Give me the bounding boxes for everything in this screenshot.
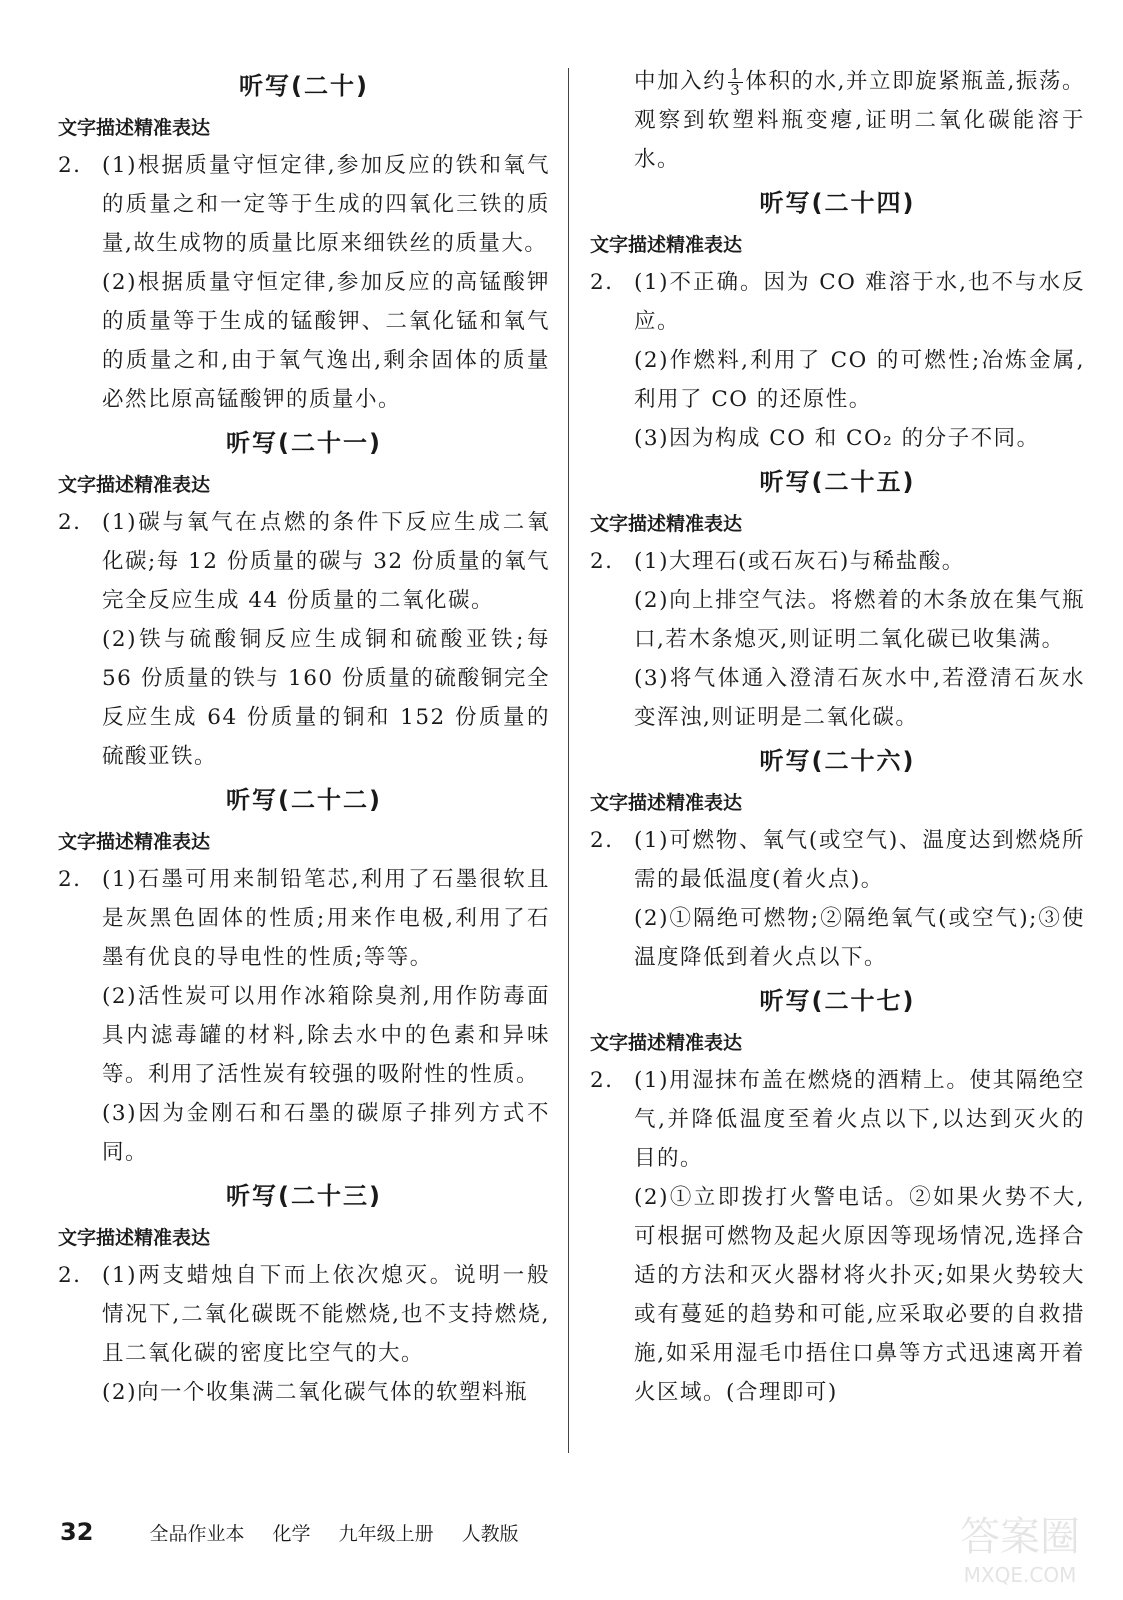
- section-subtitle: 文字描述精准表达: [590, 1032, 743, 1054]
- item-number: 2.: [58, 510, 82, 535]
- answer-paragraph: [58, 620, 550, 776]
- section-title: 听写(二十二): [226, 786, 382, 814]
- answer-text: (1)根据质量守恒定律,参加反应的铁和氧气的质量之和一定等于生成的四氧化三铁的质量,故生成物的质量比原来细铁丝的质量大。: [102, 153, 550, 256]
- item-number: 2.: [590, 270, 614, 295]
- book-title: 全品作业本: [149, 1523, 245, 1545]
- section-subtitle: 文字描述精准表达: [58, 117, 211, 139]
- section-subtitle: 文字描述精准表达: [58, 831, 211, 853]
- section-title: 听写(二十四): [759, 189, 916, 217]
- column-divider: [568, 68, 569, 1453]
- answer-text: (1)两支蜡烛自下而上依次熄灭。说明一般情况下,二氧化碳既不能燃烧,也不支持燃烧,且二氧化碳的密度比空气的大。: [102, 1263, 550, 1366]
- answer-text: (2)①隔绝可燃物;②隔绝氧气(或空气);③使温度降低到着火点以下。: [634, 906, 1085, 970]
- watermark-text: 答案圈: [960, 1514, 1080, 1560]
- item-number: 2.: [58, 1263, 82, 1288]
- answer-text: (3)将气体通入澄清石灰水中,若澄清石灰水变浑浊,则证明是二氧化碳。: [634, 666, 1085, 730]
- answer-paragraph: [58, 977, 550, 1094]
- section-title: 听写(二十五): [759, 468, 916, 496]
- section-title: 听写(二十三): [226, 1182, 382, 1210]
- item-number: 2.: [58, 153, 82, 178]
- answer-paragraph: [590, 659, 1085, 737]
- answer-paragraph: [58, 860, 550, 977]
- answer-text: (1)可燃物、氧气(或空气)、温度达到燃烧所需的最低温度(着火点)。: [634, 828, 1085, 892]
- section-title: 听写(二十七): [759, 987, 916, 1015]
- answer-text: (2)根据质量守恒定律,参加反应的高锰酸钾的质量等于生成的锰酸钾、二氧化锰和氧气的质量之和,由于氧气逸出,剩余固体的质量必然比原高锰酸钾的质量小。: [102, 270, 550, 412]
- item-number: 2.: [590, 1068, 614, 1093]
- answer-paragraph: [590, 821, 1085, 899]
- answer-text: (2)向上排空气法。将燃着的木条放在集气瓶口,若木条熄灭,则证明二氧化碳已收集满。: [634, 588, 1085, 652]
- answer-paragraph: [58, 1373, 550, 1412]
- answer-paragraph: [58, 263, 550, 419]
- answer-text: (2)铁与硫酸铜反应生成铜和硫酸亚铁;每 56 份质量的铁与 160 份质量的硫酸铜完全反应生成 64 份质量的铜和 152 份质量的硫酸亚铁。: [102, 627, 550, 769]
- answer-text: (2)活性炭可以用作冰箱除臭剂,用作防毒面具内滤毒罐的材料,除去水中的色素和异味等。利用了活性炭有较强的吸附性的性质。: [102, 984, 550, 1087]
- answer-text: (3)因为金刚石和石墨的碳原子排列方式不同。: [102, 1101, 550, 1165]
- answer-text: (2)①立即拨打火警电话。②如果火势不大,可根据可燃物及起火原因等现场情况,选择合适的方法和灭火器材将火扑灭;如果火势较大或有蔓延的趋势和可能,应采取必要的自救措施,如采用湿毛巾捂住口鼻等方式迅速离开着火区域。(合理即可): [634, 1185, 1085, 1405]
- answer-text: 体积的水,并立即旋紧瓶盖,振荡。观察到软塑料瓶变瘪,证明二氧化碳能溶于水。: [634, 69, 1085, 172]
- fraction-numerator: 1: [730, 64, 742, 83]
- page-number: 32: [60, 1518, 94, 1546]
- answer-text: (3)因为构成 CO 和 CO₂ 的分子不同。: [634, 426, 1040, 451]
- item-number: 2.: [590, 549, 614, 574]
- answer-text: (1)石墨可用来制铅笔芯,利用了石墨很软且是灰黑色固体的性质;用来作电极,利用了石墨有优良的导电性的性质;等等。: [102, 867, 550, 970]
- section-subtitle: 文字描述精准表达: [590, 513, 743, 535]
- section-title: 听写(二十一): [226, 429, 382, 457]
- answer-text: (1)不正确。因为 CO 难溶于水,也不与水反应。: [634, 270, 1085, 334]
- answer-paragraph: [590, 542, 1085, 581]
- answer-paragraph: [590, 419, 1085, 458]
- answer-text: (1)大理石(或石灰石)与稀盐酸。: [634, 549, 965, 574]
- answer-paragraph: [590, 899, 1085, 977]
- grade: 九年级上册: [338, 1523, 434, 1545]
- answer-text: (2)作燃料,利用了 CO 的可燃性;冶炼金属,利用了 CO 的还原性。: [634, 348, 1085, 412]
- subject: 化学: [272, 1523, 311, 1545]
- section-title: 听写(二十): [239, 72, 369, 100]
- answer-paragraph: [58, 1256, 550, 1373]
- answer-text: 中加入约: [634, 69, 727, 94]
- item-number: 2.: [58, 867, 82, 892]
- answer-text: (1)碳与氧气在点燃的条件下反应生成二氧化碳;每 12 份质量的碳与 32 份质量的氧气完全反应生成 44 份质量的二氧化碳。: [102, 510, 550, 613]
- answer-paragraph: [58, 146, 550, 263]
- answer-paragraph-continued: [590, 62, 1085, 179]
- item-number: 2.: [590, 828, 614, 853]
- section-subtitle: 文字描述精准表达: [590, 792, 743, 814]
- section-subtitle: 文字描述精准表达: [590, 234, 743, 256]
- left-column: [58, 62, 550, 1412]
- answer-paragraph: [590, 1061, 1085, 1178]
- answer-paragraph: [590, 581, 1085, 659]
- answer-paragraph: [58, 1094, 550, 1172]
- answer-text: (2)向一个收集满二氧化碳气体的软塑料瓶: [102, 1380, 528, 1405]
- page-footer: [60, 1518, 541, 1546]
- right-column: [590, 62, 1085, 1412]
- section-title: 听写(二十六): [759, 747, 916, 775]
- answer-text: (1)用湿抹布盖在燃烧的酒精上。使其隔绝空气,并降低温度至着火点以下,以达到灭火的目的。: [634, 1068, 1085, 1171]
- edition: 人教版: [461, 1523, 519, 1545]
- answer-paragraph: [590, 1178, 1085, 1412]
- answer-paragraph: [58, 503, 550, 620]
- watermark-logo: [935, 1500, 1105, 1590]
- answer-paragraph: [590, 341, 1085, 419]
- fraction-denominator: 3: [730, 80, 742, 99]
- fraction: [728, 64, 743, 99]
- section-subtitle: 文字描述精准表达: [58, 474, 211, 496]
- section-subtitle: 文字描述精准表达: [58, 1227, 211, 1249]
- answer-paragraph: [590, 263, 1085, 341]
- watermark-url: MXQE.COM: [963, 1563, 1077, 1587]
